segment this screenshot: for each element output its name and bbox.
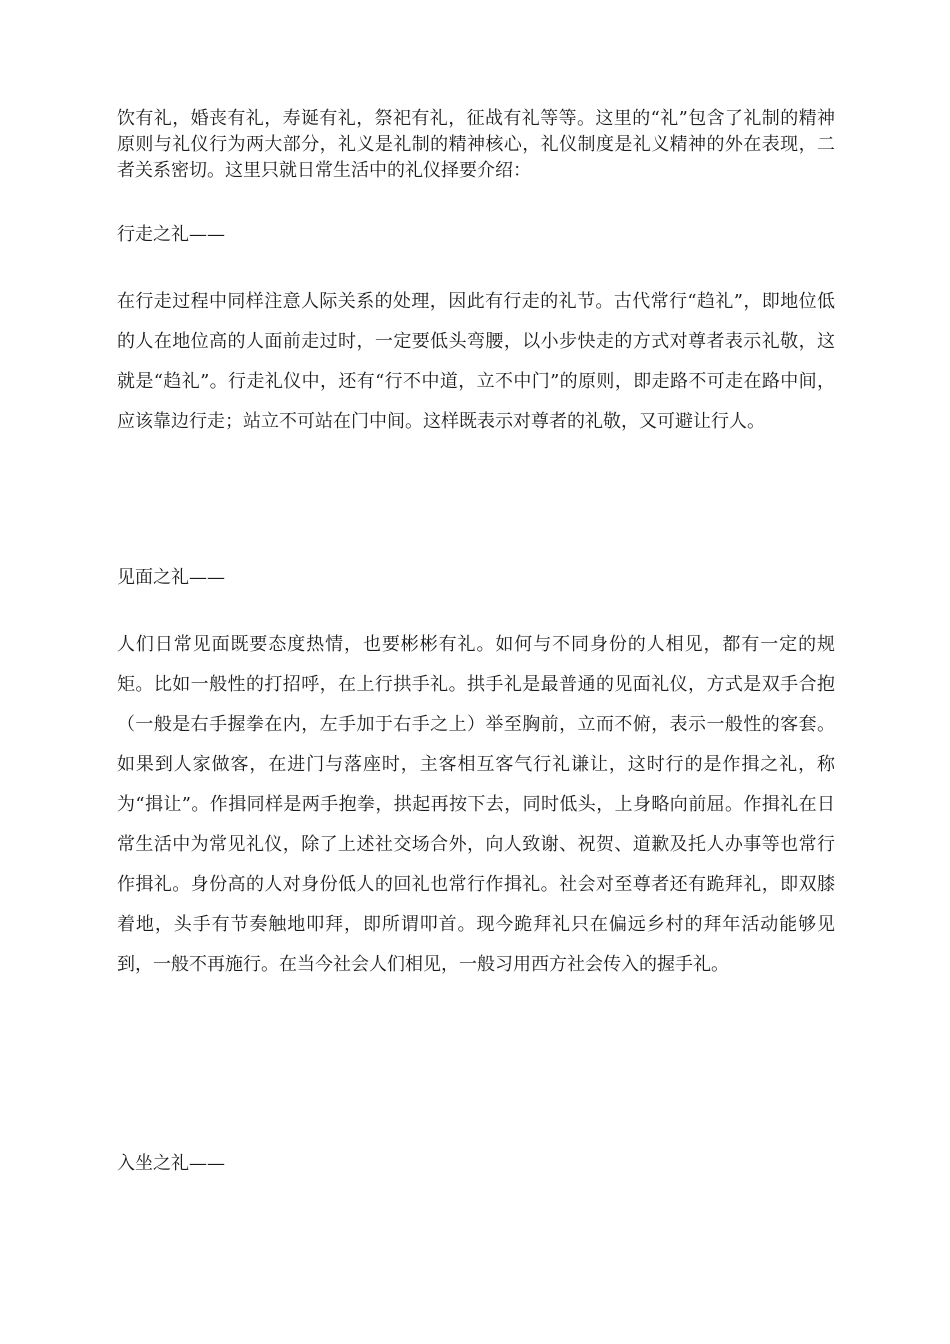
intro-paragraph: 饮有礼，婚丧有礼，寿诞有礼，祭祀有礼，征战有礼等等。这里的“礼”包含了礼制的精神原则与礼仪行为两大部分，礼义是礼制的精神核心，礼仪制度是礼义精神的外在表现，二者关系密切。这里只就日常生活中的礼仪择要介绍： xyxy=(117,108,835,181)
section-heading-seating: 入坐之礼—— xyxy=(117,1153,225,1174)
section-body-walking: 在行走过程中同样注意人际关系的处理，因此有行走的礼节。古代常行“趋礼”，即地位低的人在地位高的人面前走过时，一定要低头弯腰，以小步快走的方式对尊者表示礼敬，这就是“趋礼”。行走礼仪中，还有“行不中道，立不中门”的原则，即走路不可走在路中间，应该靠边行走；站立不可站在门中间。这样既表示对尊者的礼敬，又可避让行人。 xyxy=(117,291,835,432)
section-heading-walking: 行走之礼—— xyxy=(117,224,225,245)
section-heading-meeting: 见面之礼—— xyxy=(117,567,225,588)
section-body-meeting: 人们日常见面既要态度热情，也要彬彬有礼。如何与不同身份的人相见，都有一定的规矩。比如一般性的打招呼，在上行拱手礼。拱手礼是最普通的见面礼仪，方式是双手合抱（一般是右手握拳在内，左手加于右手之上）举至胸前，立而不俯，表示一般性的客套。如果到人家做客，在进门与落座时，主客相互客气行礼谦让，这时行的是作揖之礼，称为“揖让”。作揖同样是两手抱拳，拱起再按下去，同时低头，上身略向前屈。作揖礼在日常生活中为常见礼仪，除了上述社交场合外，向人致谢、祝贺、道歉及托人办事等也常行作揖礼。身份高的人对身份低人的回礼也常行作揖礼。社会对至尊者还有跪拜礼，即双膝着地，头手有节奏触地叩拜，即所谓叩首。现今跪拜礼只在偏远乡村的拜年活动能够见到，一般不再施行。在当今社会人们相见，一般习用西方社会传入的握手礼。 xyxy=(117,634,835,975)
